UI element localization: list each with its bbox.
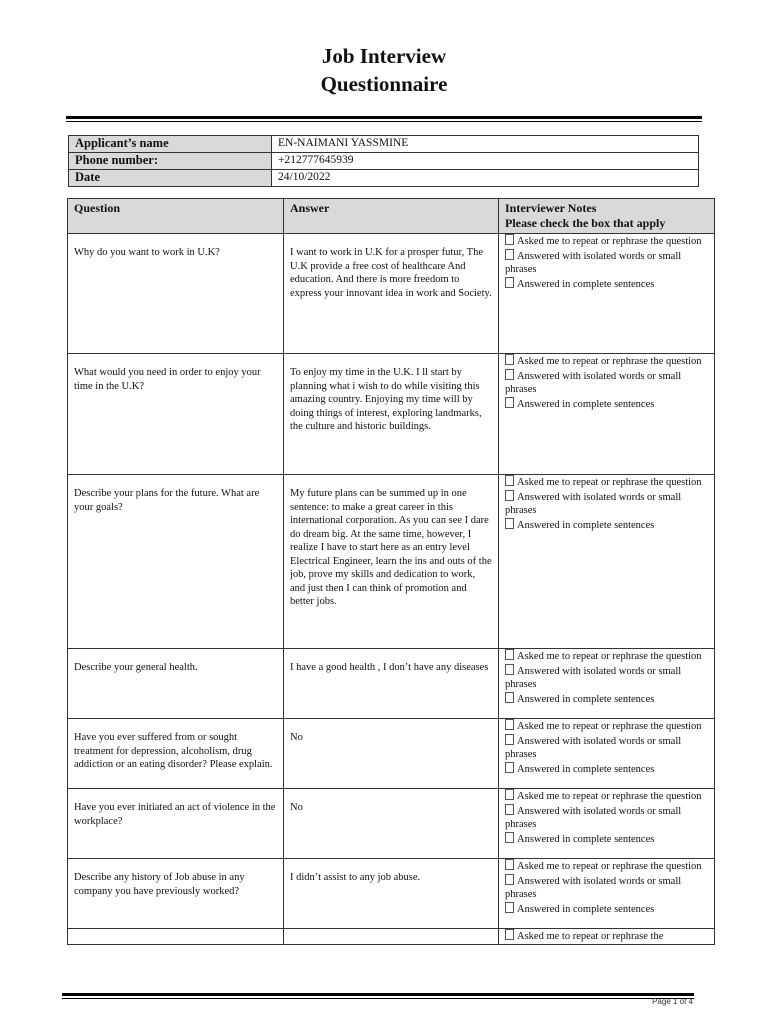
question-header: Question: [68, 199, 284, 234]
date-value: 24/10/2022: [272, 170, 699, 187]
checkbox-icon[interactable]: [505, 789, 514, 800]
notes-cell: [499, 475, 715, 649]
page-number: Page 1 of 4: [652, 997, 693, 1006]
note-option-isolated: [505, 804, 708, 832]
checkbox-icon[interactable]: [505, 490, 514, 501]
answer-cell: I have a good health , I don’t have any diseases: [284, 649, 499, 719]
title-divider-thin: [66, 121, 702, 122]
table-row: [68, 234, 715, 354]
checkbox-icon[interactable]: [505, 929, 514, 940]
question-cell: Have you ever initiated an act of violence in the workplace?: [68, 789, 284, 859]
title-line-1: Job Interview: [321, 44, 447, 68]
note-option-label: Answered in complete sentences: [517, 519, 655, 531]
note-option-repeat: [505, 234, 708, 249]
checkbox-icon[interactable]: [505, 719, 514, 730]
table-row: [68, 649, 715, 719]
note-option-complete: [505, 902, 708, 917]
notes-header-title: Interviewer Notes: [505, 201, 597, 215]
answer-cell: No: [284, 789, 499, 859]
question-cell: What would you need in order to enjoy your time in the U.K?: [68, 354, 284, 475]
checkbox-icon[interactable]: [505, 234, 514, 245]
answer-header: Answer: [284, 199, 499, 234]
checkbox-icon[interactable]: [505, 249, 514, 260]
checkbox-icon[interactable]: [505, 369, 514, 380]
applicant-name-value: EN-NAIMANI YASSMINE: [272, 136, 699, 153]
note-option-label: Answered with isolated words or small phrases: [505, 875, 682, 900]
notes-cell: [499, 354, 715, 475]
note-option-complete: [505, 277, 708, 292]
checkbox-icon[interactable]: [505, 762, 514, 773]
note-option-repeat: [505, 789, 708, 804]
checkbox-icon[interactable]: [505, 649, 514, 660]
table-row: [68, 859, 715, 929]
question-cell: [68, 929, 284, 945]
note-option-complete: [505, 518, 708, 533]
note-option-label: Asked me to repeat or rephrase the question: [517, 356, 702, 367]
question-cell: Describe your plans for the future. What are your goals?: [68, 475, 284, 649]
answer-cell: I want to work in U.K for a prosper futur, The U.K provide a free cost of healthcare And education. And there is more freedom to express your innovant idea in work and Society.: [284, 234, 499, 354]
notes-cell: [499, 234, 715, 354]
notes-cell: [499, 789, 715, 859]
applicant-name-row: [69, 136, 699, 153]
note-option-label: Answered with isolated words or small phrases: [505, 250, 682, 275]
note-option-repeat: [505, 719, 708, 734]
checkbox-icon[interactable]: [505, 804, 514, 815]
table-row: [68, 929, 715, 945]
phone-value: +212777645939: [272, 153, 699, 170]
checkbox-icon[interactable]: [505, 859, 514, 870]
note-option-isolated: [505, 369, 708, 397]
question-cell: Why do you want to work in U.K?: [68, 234, 284, 354]
answer-cell: I didn’t assist to any job abuse.: [284, 859, 499, 929]
question-cell: Have you ever suffered from or sought treatment for depression, alcoholism, drug addiction or an eating disorder? Please explain.: [68, 719, 284, 789]
footer-divider-thin: [62, 998, 694, 999]
title-line-2: Questionnaire: [320, 72, 448, 96]
answer-cell: No: [284, 719, 499, 789]
table-row: [68, 719, 715, 789]
date-row: [69, 170, 699, 187]
note-option-label: Answered with isolated words or small phrases: [505, 805, 682, 830]
answer-cell: To enjoy my time in the U.K. I ll start by planning what i wish to do while visiting this amazing country. Enjoying my time will by doing things of interest, exploring landmarks, the culture and historic buildings.: [284, 354, 499, 475]
checkbox-icon[interactable]: [505, 475, 514, 486]
notes-cell: [499, 859, 715, 929]
checkbox-icon[interactable]: [505, 734, 514, 745]
note-option-label: Answered with isolated words or small phrases: [505, 370, 682, 395]
applicant-name-label: Applicant’s name: [69, 136, 272, 153]
note-option-label: Asked me to repeat or rephrase the question: [517, 477, 702, 488]
note-option-label: Answered in complete sentences: [517, 693, 655, 705]
note-option-complete: [505, 692, 708, 707]
notes-header: [499, 199, 715, 234]
note-option-complete: [505, 762, 708, 777]
footer-divider: [62, 993, 694, 996]
note-option-label: Asked me to repeat or rephrase the question: [517, 861, 702, 872]
note-option-isolated: [505, 249, 708, 277]
note-option-label: Answered with isolated words or small phrases: [505, 491, 682, 516]
note-option-label: Answered with isolated words or small phrases: [505, 735, 682, 760]
note-option-isolated: [505, 490, 708, 518]
note-option-label: Asked me to repeat or rephrase the question: [517, 791, 702, 802]
note-option-repeat: [505, 929, 708, 944]
note-option-repeat: [505, 649, 708, 664]
note-option-label: Asked me to repeat or rephrase the question: [517, 236, 702, 247]
note-option-label: Answered in complete sentences: [517, 903, 655, 915]
notes-cell: [499, 649, 715, 719]
table-row: [68, 789, 715, 859]
table-header-row: [68, 199, 715, 234]
note-option-isolated: [505, 874, 708, 902]
note-option-isolated: [505, 664, 708, 692]
question-cell: Describe your general health.: [68, 649, 284, 719]
checkbox-icon[interactable]: [505, 664, 514, 675]
note-option-isolated: [505, 734, 708, 762]
phone-label: Phone number:: [69, 153, 272, 170]
answer-cell: My future plans can be summed up in one sentence: to make a great career in this international corporation. As you can see I dare do dream big. At the same time, however, I realize I have to start here as an entry level Electrical Engineer, learn the ins and outs of the job, prove my skills and dedication to work, and just then I can think of promotion and better jobs.: [284, 475, 499, 649]
checkbox-icon[interactable]: [505, 832, 514, 843]
answer-cell: [284, 929, 499, 945]
notes-cell: [499, 929, 715, 945]
title-divider: [66, 116, 702, 119]
note-option-label: Answered in complete sentences: [517, 278, 655, 290]
table-row: [68, 354, 715, 475]
notes-header-instruction: Please check the box that apply: [505, 216, 666, 230]
note-option-complete: [505, 397, 708, 412]
table-row: [68, 475, 715, 649]
checkbox-icon[interactable]: [505, 397, 514, 408]
date-label: Date: [69, 170, 272, 187]
note-option-label: Answered in complete sentences: [517, 833, 655, 845]
note-option-label: Answered with isolated words or small phrases: [505, 665, 682, 690]
note-option-label: Asked me to repeat or rephrase the question: [517, 721, 702, 732]
checkbox-icon[interactable]: [505, 692, 514, 703]
checkbox-icon[interactable]: [505, 902, 514, 913]
notes-cell: [499, 719, 715, 789]
questionnaire-table: [67, 198, 715, 945]
note-option-complete: [505, 832, 708, 847]
checkbox-icon[interactable]: [505, 874, 514, 885]
phone-row: [69, 153, 699, 170]
checkbox-icon[interactable]: [505, 518, 514, 529]
checkbox-icon[interactable]: [505, 354, 514, 365]
note-option-label: Asked me to repeat or rephrase the question: [517, 651, 702, 662]
note-option-label: Answered in complete sentences: [517, 763, 655, 775]
note-option-repeat: [505, 859, 708, 874]
note-option-repeat: [505, 354, 708, 369]
note-option-label: Asked me to repeat or rephrase the: [517, 931, 664, 942]
note-option-label: Answered in complete sentences: [517, 398, 655, 410]
question-cell: Describe any history of Job abuse in any company you have previously worked?: [68, 859, 284, 929]
document-title: [0, 42, 768, 98]
checkbox-icon[interactable]: [505, 277, 514, 288]
note-option-repeat: [505, 475, 708, 490]
applicant-info-table: [68, 135, 699, 187]
